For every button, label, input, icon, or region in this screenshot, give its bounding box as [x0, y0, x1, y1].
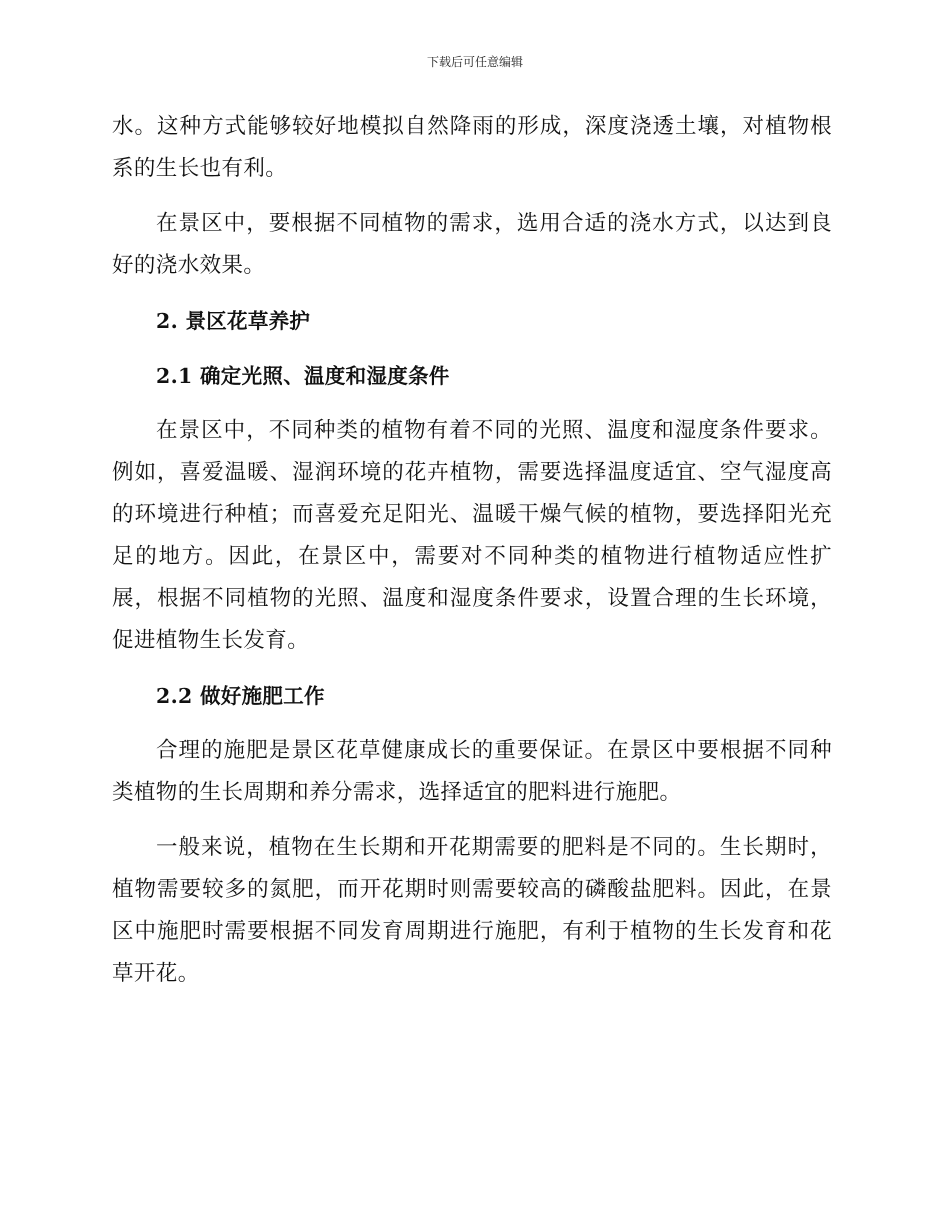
- paragraph-continued: 水。这种方式能够较好地模拟自然降雨的形成，深度浇透土壤，对植物根系的生长也有利。: [112, 114, 832, 181]
- paragraph-watering-method: 在景区中，要根据不同植物的需求，选用合适的浇水方式，以达到良好的浇水效果。: [112, 211, 832, 278]
- page-header: 下载后可任意编辑: [426, 55, 523, 69]
- document-body: [112, 106, 832, 995]
- section-heading: 2. 景区花草养护: [156, 309, 311, 333]
- paragraph-light-conditions: 在景区中，不同种类的植物有着不同的光照、温度和湿度条件要求。例如，喜爱温暖、湿润环境的花卉植物，需要选择温度适宜、空气湿度高的环境进行种植；而喜爱充足阳光、温暖干燥气候的植物，要选择阳光充足的地方。因此，在景区中，需要对不同种类的植物进行植物适应性扩展，根据不同植物的光照、温度和湿度条件要求，设置合理的生长环境，促进植物生长发育。: [112, 418, 832, 653]
- paragraph-fertilizer-detail: 一般来说，植物在生长期和开花期需要的肥料是不同的。生长期时，植物需要较多的氮肥，而开花期时则需要较高的磷酸盐肥料。因此，在景区中施肥时需要根据不同发育周期进行施肥，有利于植物的生长发育和花草开花。: [112, 835, 832, 986]
- subsection-heading-fertilizer: 2.2 做好施肥工作: [156, 684, 325, 708]
- subsection-heading-light: 2.1 确定光照、温度和湿度条件: [156, 364, 450, 388]
- paragraph-fertilizer-intro: 合理的施肥是景区花草健康成长的重要保证。在景区中要根据不同种类植物的生长周期和养分需求，选择适宜的肥料进行施肥。: [112, 738, 832, 805]
